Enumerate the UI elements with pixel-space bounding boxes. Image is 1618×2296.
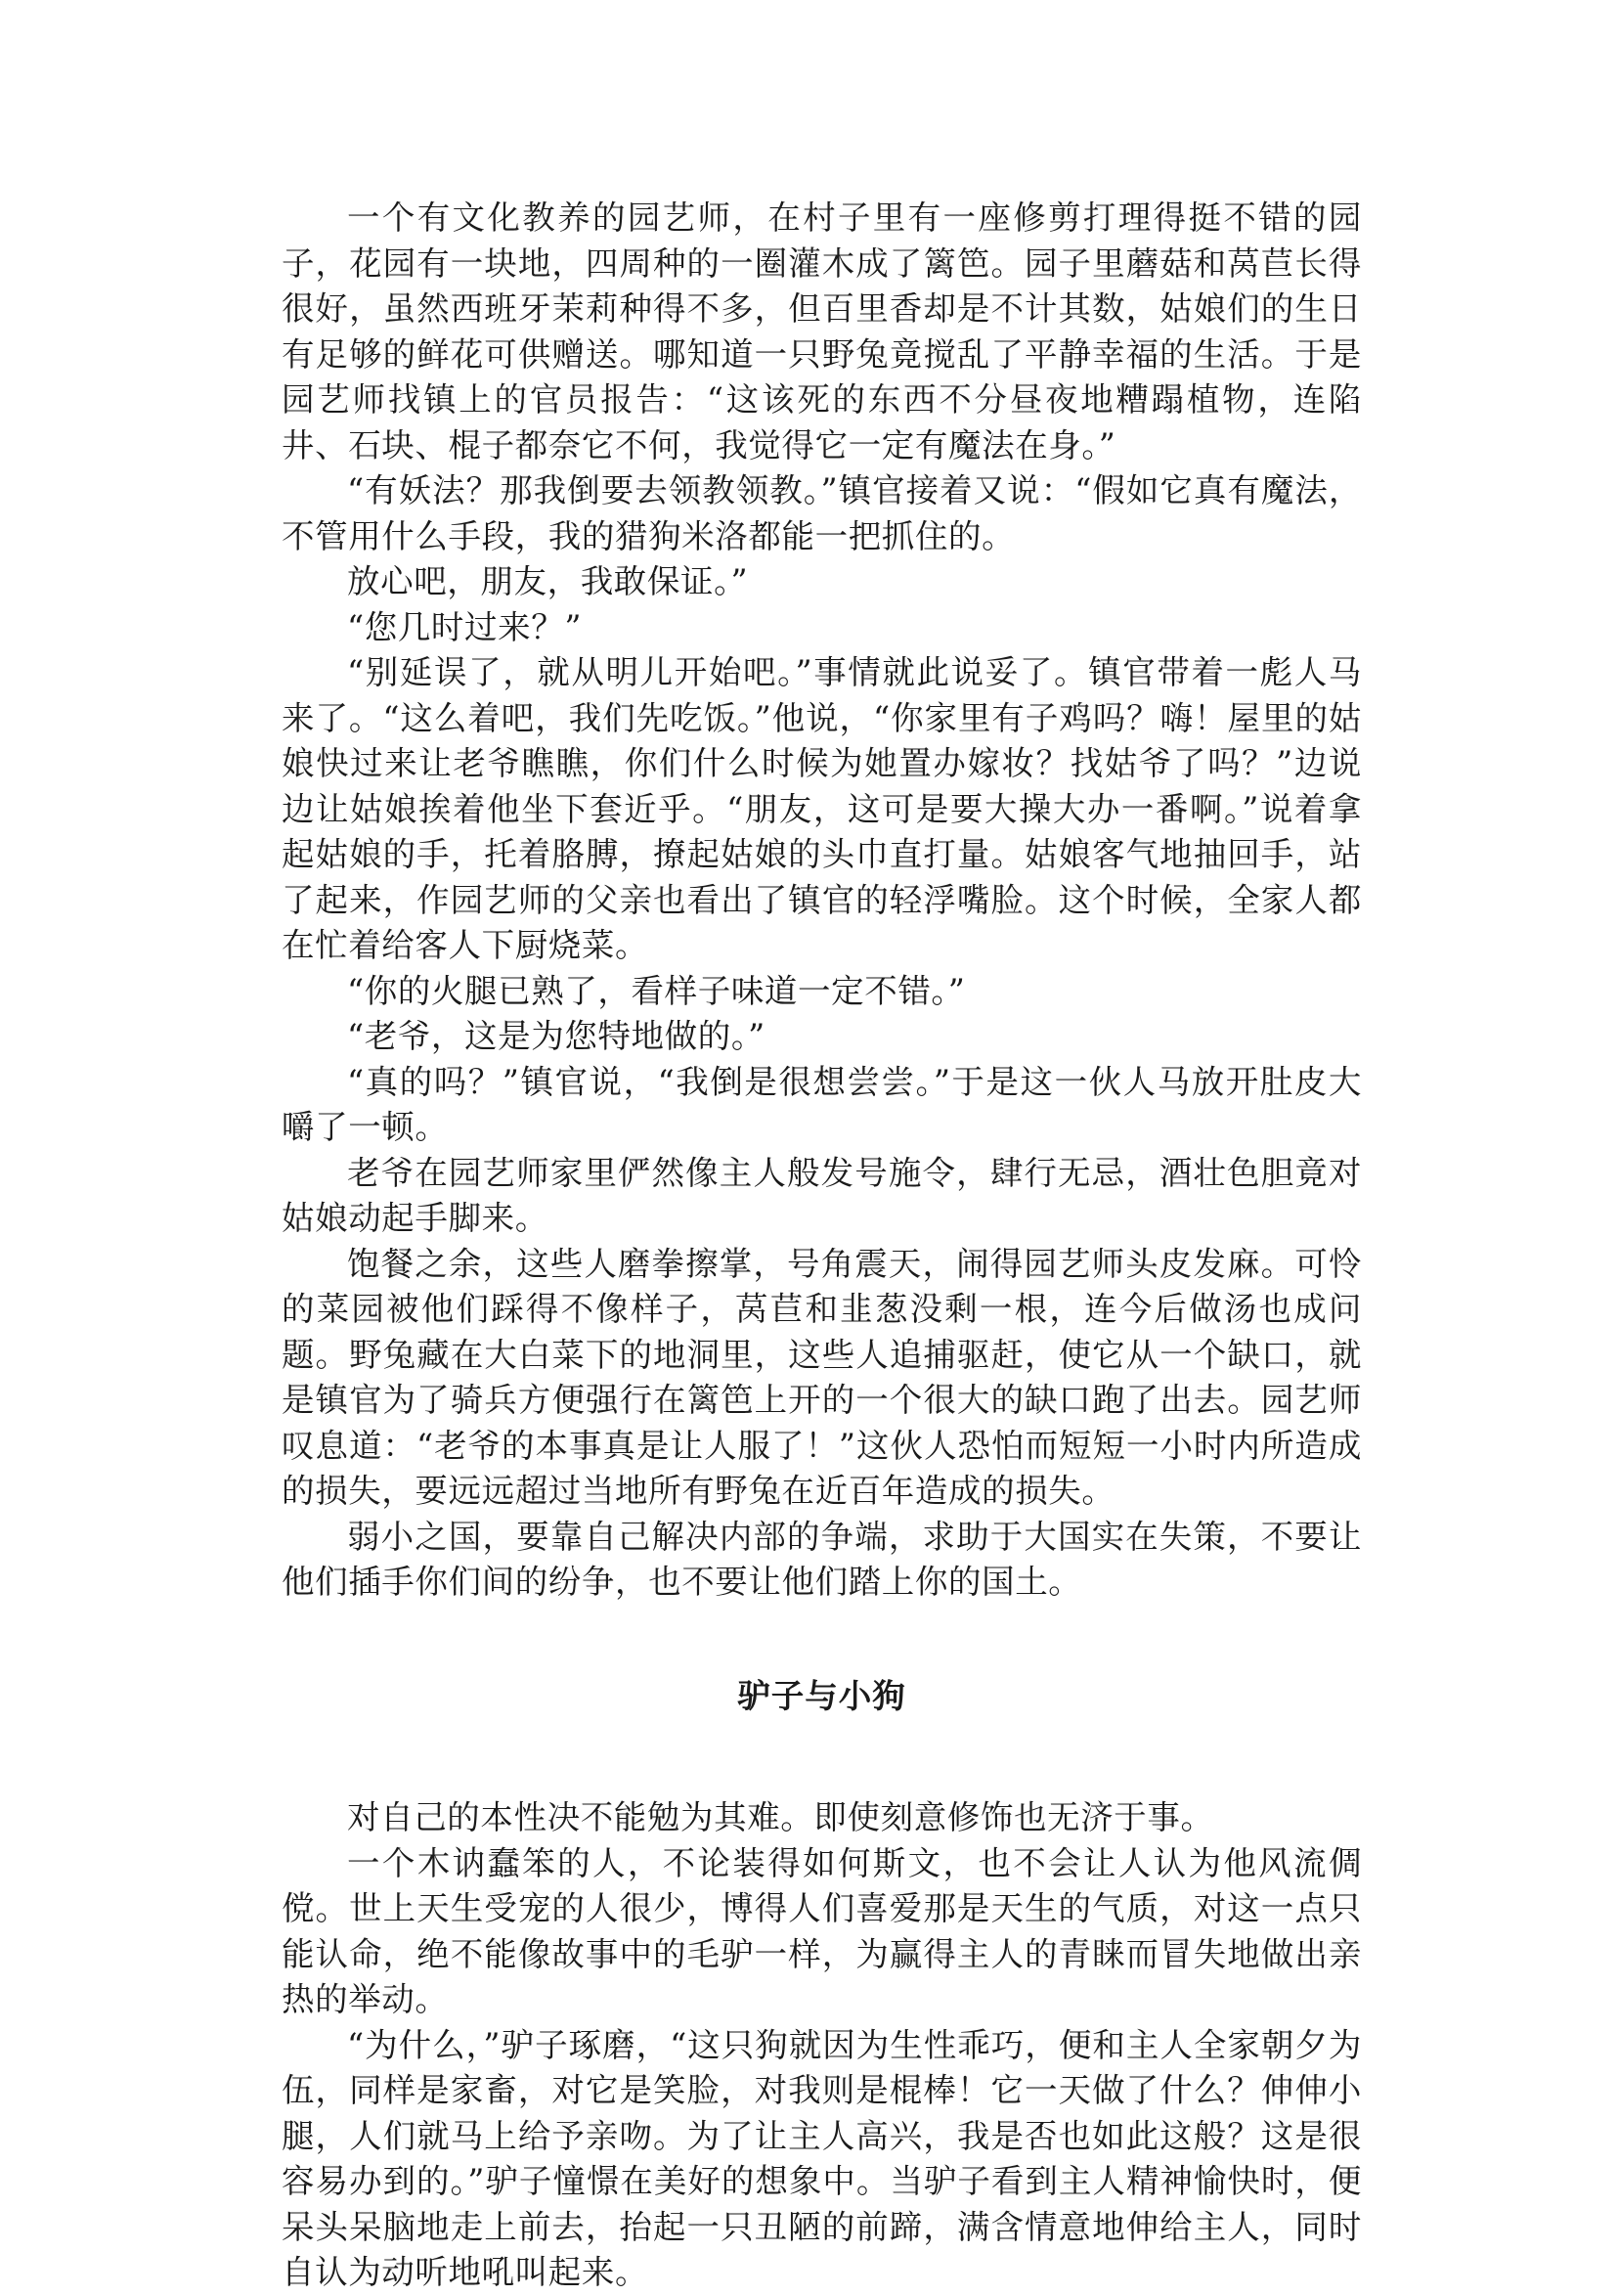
fable-donkey-dog-text (282, 1795, 1362, 2296)
paragraph: 放心吧，朋友，我敢保证。” (347, 562, 749, 600)
fable-gardener-text (282, 196, 1362, 1606)
paragraph: 饱餐之余，这些人磨拳擦掌，号角震天，闹得园艺师头皮发麻。可怜的菜园被他们踩得不像样子，莴苣和韭葱没剩一根，连今后做汤也成问题。野兔藏在大白菜下的地洞里，这些人追捕驱赶，使它从一个缺口，就是镇官为了骑兵方便强行在篱笆上开的一个很大的缺口跑了出去。园艺师叹息道：“老爷的本事真是让人服了！”这伙人恐怕而短短一小时内所造成的损失，要远远超过当地所有野兔在近百年造成的损失。 (282, 1244, 1362, 1510)
paragraph: “为什么，”驴子琢磨，“这只狗就因为生性乖巧，便和主人全家朝夕为伍，同样是家畜，对它是笑脸，对我则是棍棒！它一天做了什么？伸伸小腿，人们就马上给予亲吻。为了让主人高兴，我是否也如此这般？这是很容易办到的。”驴子憧憬在美好的想象中。当驴子看到主人精神愉快时，便呆头呆脑地走上前去，抬起一只丑陋的前蹄，满含情意地伸给主人，同时自认为动听地吼叫起来。 (282, 2025, 1362, 2291)
paragraph: 一个木讷蠢笨的人，不论装得如何斯文，也不会让人认为他风流倜傥。世上天生受宠的人很少，博得人们喜爱那是天生的气质，对这一点只能认命，绝不能像故事中的毛驴一样，为赢得主人的青睐而冒失地做出亲热的举动。 (282, 1843, 1362, 2018)
section-title: 驴子与小狗 (737, 1677, 906, 1715)
paragraph: “你的火腿已熟了，看样子味道一定不错。” (347, 971, 966, 1010)
paragraph: “您几时过来？” (347, 607, 583, 646)
paragraph: 老爷在园艺师家里俨然像主人般发号施令，肆行无忌，酒壮色胆竟对姑娘动起手脚来。 (282, 1153, 1362, 1237)
paragraph: “老爷，这是为您特地做的。” (347, 1017, 765, 1055)
moral-paragraph: 弱小之国，要靠自己解决内部的争端，求助于大国实在失策，不要让他们插手你们间的纷争，也不要让他们踏上你的国土。 (282, 1517, 1362, 1601)
paragraph: “别延误了，就从明儿开始吧。”事情就此说妥了。镇官带着一彪人马来了。“这么着吧，我们先吃饭。”他说，“你家里有子鸡吗？嗨！屋里的姑娘快过来让老爷瞧瞧，你们什么时候为她置办嫁妆？找姑爷了吗？”边说边让姑娘挨着他坐下套近乎。“朋友，这可是要大操大办一番啊。”说着拿起姑娘的手，托着胳膊，撩起姑娘的头巾直打量。姑娘客气地抽回手，站了起来，作园艺师的父亲也看出了镇官的轻浮嘴脸。这个时候，全家人都在忙着给客人下厨烧菜。 (282, 653, 1362, 964)
paragraph: 对自己的本性决不能勉为其难。即使刻意修饰也无济于事。 (347, 1798, 1214, 1836)
paragraph: 一个有文化教养的园艺师，在村子里有一座修剪打理得挺不错的园子，花园有一块地，四周种的一圈灌木成了篱笆。园子里蘑菇和莴苣长得很好，虽然西班牙茉莉种得不多，但百里香却是不计其数，姑娘们的生日有足够的鲜花可供赠送。哪知道一只野兔竟搅乱了平静幸福的生活。于是园艺师找镇上的官员报告：“这该死的东西不分昼夜地糟蹋植物，连陷井、石块、棍子都奈它不何，我觉得它一定有魔法在身。” (282, 199, 1362, 464)
paragraph: “真的吗？”镇官说，“我倒是很想尝尝。”于是这一伙人马放开肚皮大嚼了一顿。 (282, 1062, 1362, 1146)
paragraph: “有妖法？那我倒要去领教领教。”镇官接着又说：“假如它真有魔法，不管用什么手段，我的猎狗米洛都能一把抓住的。 (282, 471, 1362, 555)
